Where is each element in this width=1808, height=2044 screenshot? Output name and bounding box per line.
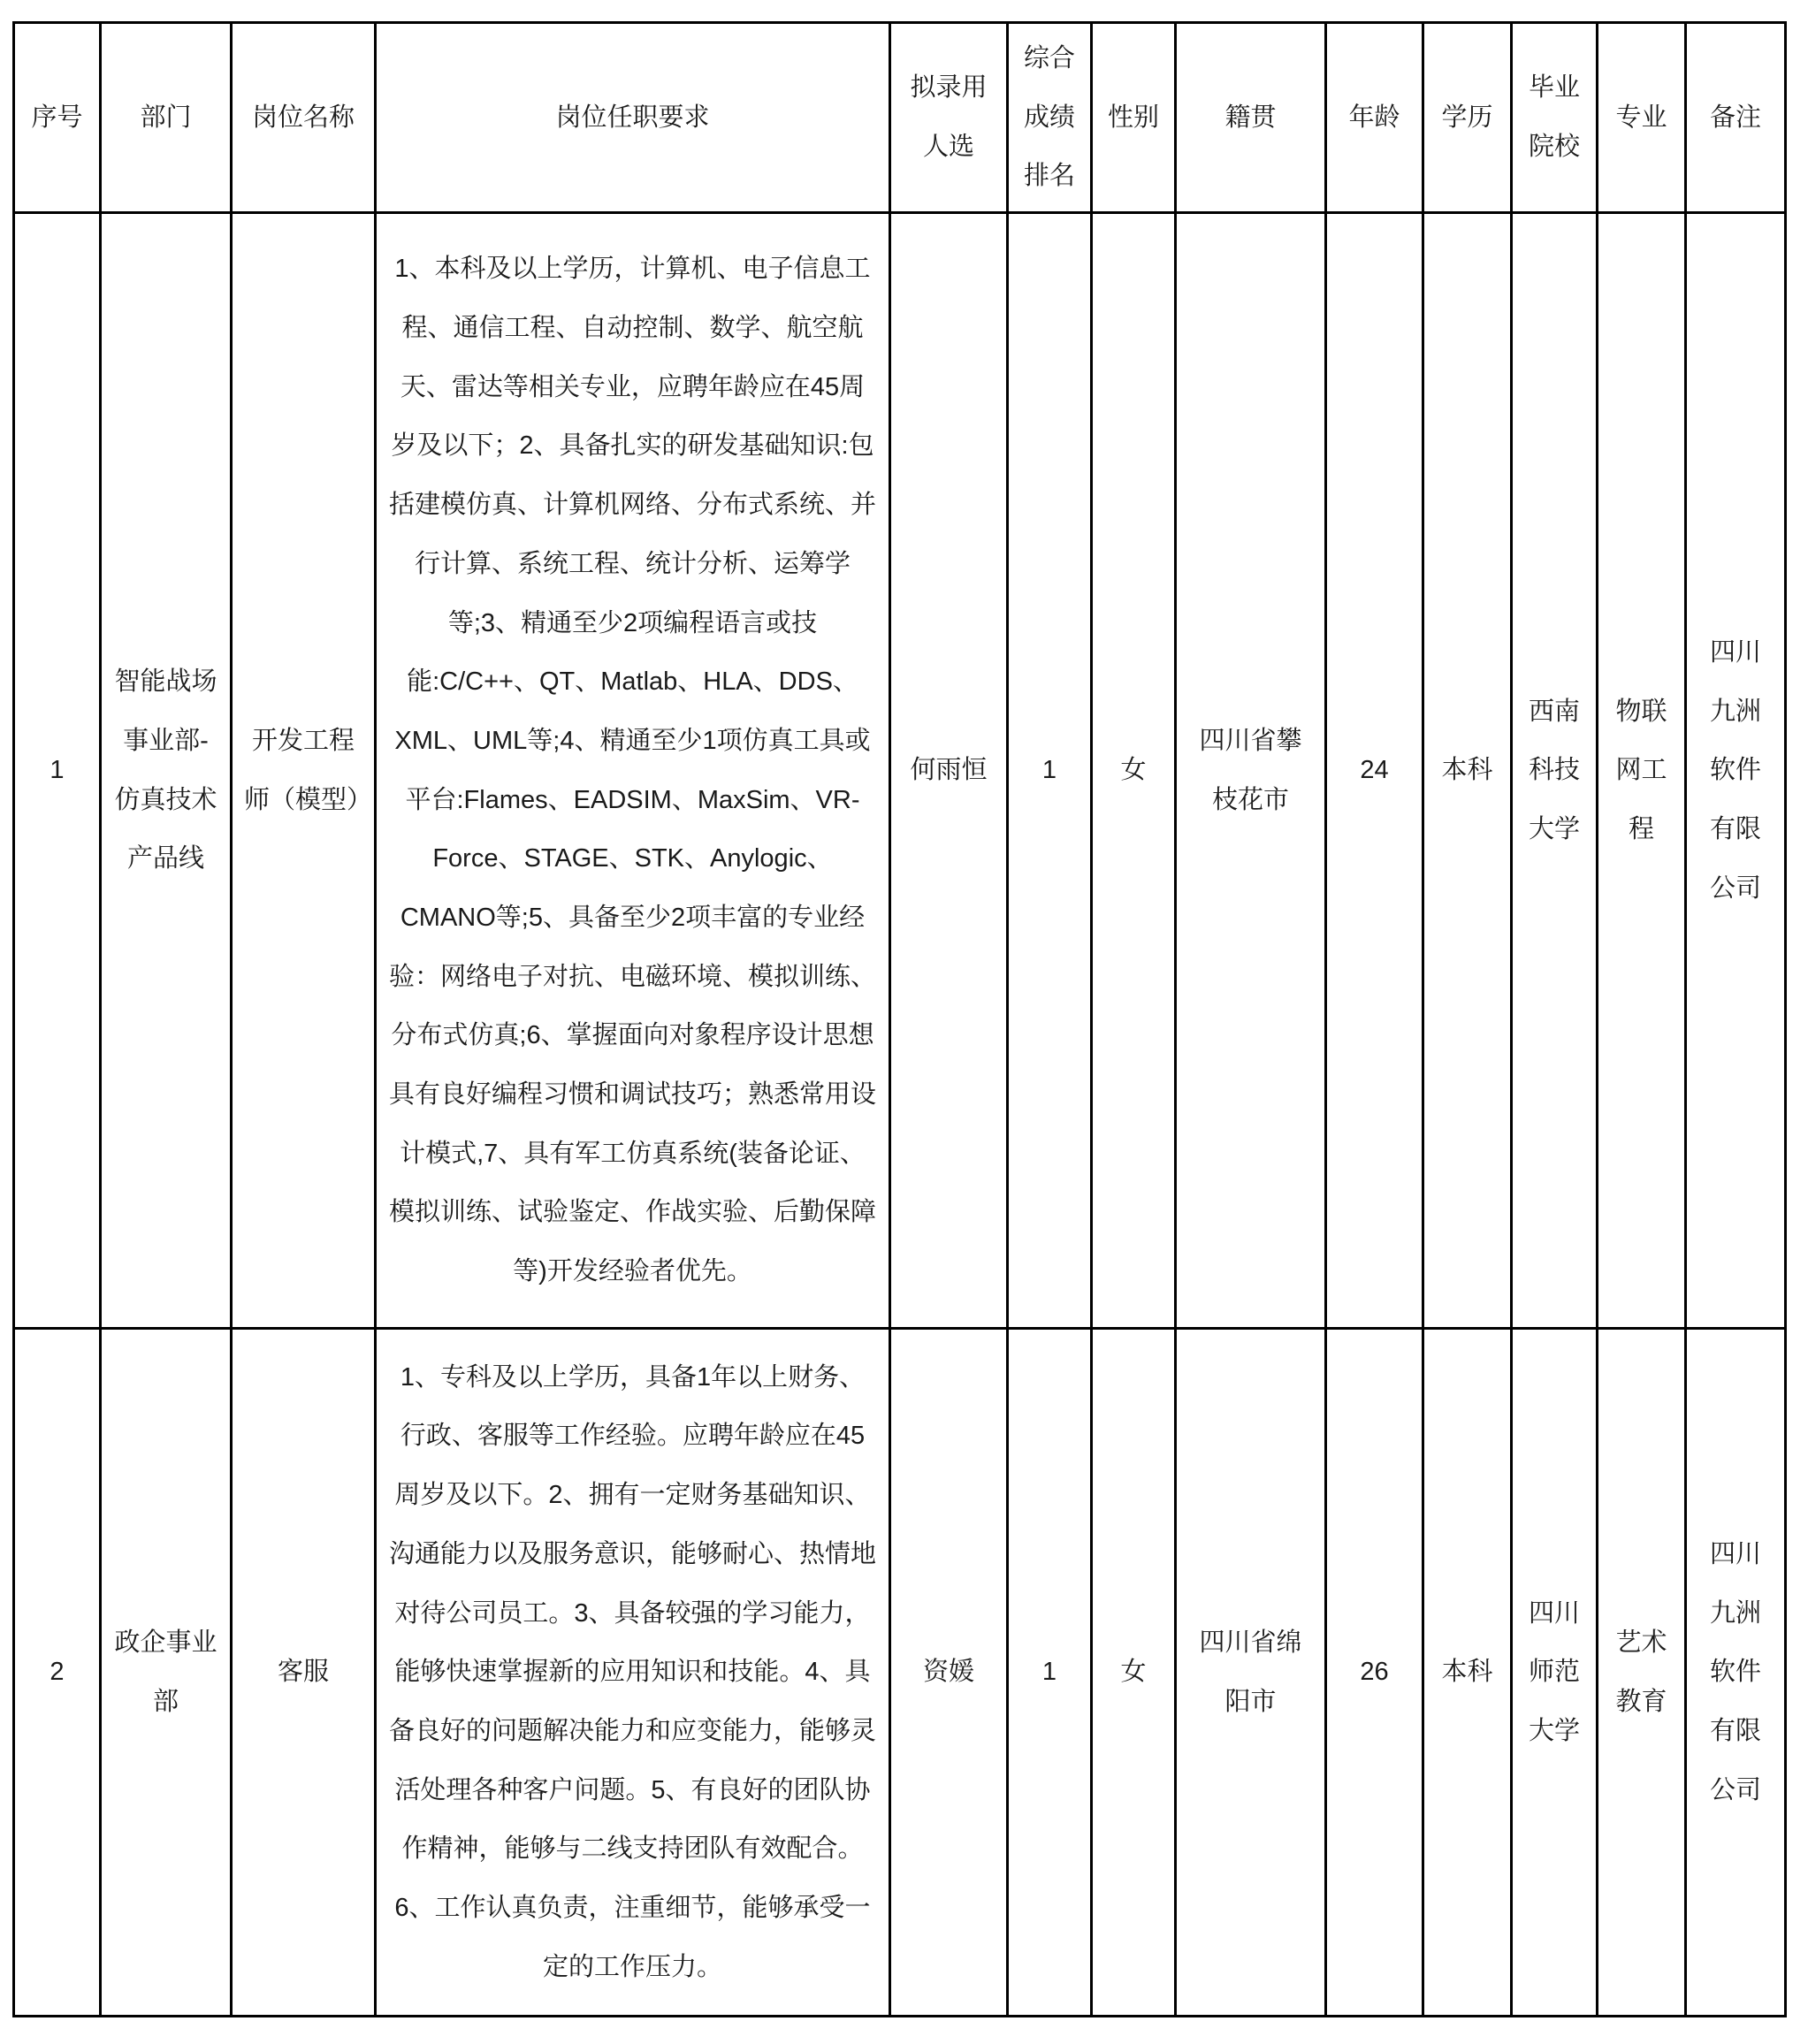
header-rank: 综合成绩排名 (1008, 23, 1092, 213)
header-education: 学历 (1423, 23, 1512, 213)
header-requirements: 岗位任职要求 (376, 23, 890, 213)
cell-gender: 女 (1092, 1329, 1176, 2017)
cell-note: 四川九洲软件有限公司 (1686, 1329, 1786, 2017)
header-candidate: 拟录用人选 (890, 23, 1008, 213)
table-header-row (14, 23, 1786, 213)
header-age: 年龄 (1326, 23, 1423, 213)
header-no: 序号 (14, 23, 101, 213)
cell-note: 四川九洲软件有限公司 (1686, 213, 1786, 1329)
table-row (14, 213, 1786, 1329)
header-gender: 性别 (1092, 23, 1176, 213)
cell-hometown: 四川省攀枝花市 (1176, 213, 1326, 1329)
cell-requirements: 1、本科及以上学历，计算机、电子信息工程、通信工程、自动控制、数学、航空航天、雷达等相关专业，应聘年龄应在45周岁及以下；2、具备扎实的研发基础知识:包括建模仿真、计算机网络、分布式系统、并行计算、系统工程、统计分析、运筹学等;3、精通至少2项编程语言或技能:C/C++、QT、Matlab、HLA、DDS、XML、UML等;4、精通至少1项仿真工具或平台:Flames、EADSIM、MaxSim、VR-Force、STAGE、STK、Anylogic、CMANO等;5、具备至少2项丰富的专业经验：网络电子对抗、电磁环境、模拟训练、分布式仿真;6、掌握面向对象程序设计思想具有良好编程习惯和调试技巧；熟悉常用设计模式,7、具有军工仿真系统(装备论证、模拟训练、试验鉴定、作战实验、后勤保障等)开发经验者优先。 (376, 213, 890, 1329)
header-department: 部门 (101, 23, 232, 213)
cell-department: 智能战场事业部-仿真技术产品线 (101, 213, 232, 1329)
cell-age: 26 (1326, 1329, 1423, 2017)
cell-age: 24 (1326, 213, 1423, 1329)
header-hometown: 籍贯 (1176, 23, 1326, 213)
cell-education: 本科 (1423, 213, 1512, 1329)
header-position: 岗位名称 (232, 23, 376, 213)
cell-candidate: 何雨恒 (890, 213, 1008, 1329)
header-major: 专业 (1598, 23, 1686, 213)
cell-school: 四川师范大学 (1512, 1329, 1598, 2017)
cell-hometown: 四川省绵阳市 (1176, 1329, 1326, 2017)
recruitment-roster-table (12, 21, 1787, 2017)
cell-no: 2 (14, 1329, 101, 2017)
cell-rank: 1 (1008, 1329, 1092, 2017)
cell-major: 艺术教育 (1598, 1329, 1686, 2017)
cell-department: 政企事业部 (101, 1329, 232, 2017)
cell-no: 1 (14, 213, 101, 1329)
cell-gender: 女 (1092, 213, 1176, 1329)
cell-school: 西南科技大学 (1512, 213, 1598, 1329)
cell-major: 物联网工程 (1598, 213, 1686, 1329)
cell-education: 本科 (1423, 1329, 1512, 2017)
header-note: 备注 (1686, 23, 1786, 213)
cell-requirements: 1、专科及以上学历，具备1年以上财务、行政、客服等工作经验。应聘年龄应在45周岁及以下。2、拥有一定财务基础知识、沟通能力以及服务意识，能够耐心、热情地对待公司员工。3、具备较强的学习能力，能够快速掌握新的应用知识和技能。4、具备良好的问题解决能力和应变能力，能够灵活处理各种客户问题。5、有良好的团队协作精神，能够与二线支持团队有效配合。6、工作认真负责，注重细节，能够承受一定的工作压力。 (376, 1329, 890, 2017)
table-row (14, 1329, 1786, 2017)
cell-candidate: 资媛 (890, 1329, 1008, 2017)
header-school: 毕业院校 (1512, 23, 1598, 213)
cell-rank: 1 (1008, 213, 1092, 1329)
cell-position: 客服 (232, 1329, 376, 2017)
cell-position: 开发工程师（模型） (232, 213, 376, 1329)
